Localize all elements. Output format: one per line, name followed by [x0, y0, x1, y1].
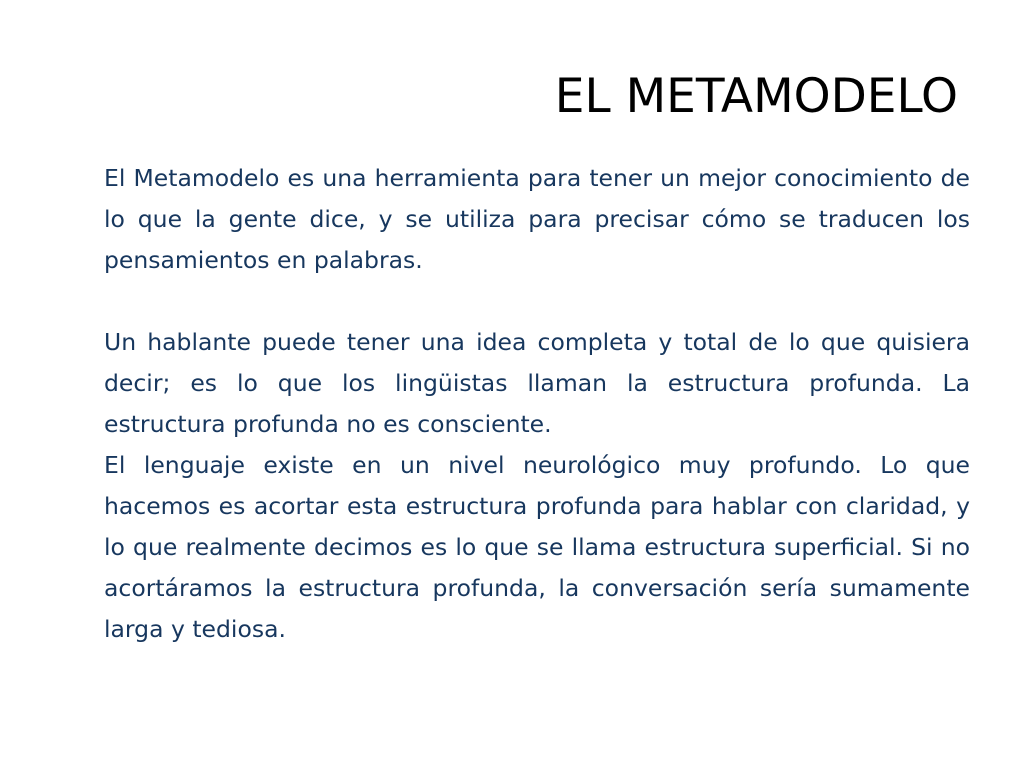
- slide-body: [104, 158, 970, 650]
- paragraph-metamodelo-definition: El Metamodelo es una herramienta para tener un mejor conocimiento de lo que la gente dice, y se utiliza para precisar cómo se traducen los pensamientos en palabras.: [104, 164, 970, 274]
- paragraph-estructura-superficial: El lenguaje existe en un nivel neurológico muy profundo. Lo que hacemos es acortar esta estructura profunda para hablar con claridad, y lo que realmente decimos es lo que se llama estructura superficial. Si no acortáramos la estructura profunda, la conversación sería sumamente larga y tediosa.: [104, 451, 970, 643]
- paragraph-estructura-profunda: Un hablante puede tener una idea completa y total de lo que quisiera decir; es lo que los lingüistas llaman la estructura profunda. La estructura profunda no es consciente.: [104, 328, 970, 438]
- slide-title: EL METAMODELO: [554, 69, 958, 124]
